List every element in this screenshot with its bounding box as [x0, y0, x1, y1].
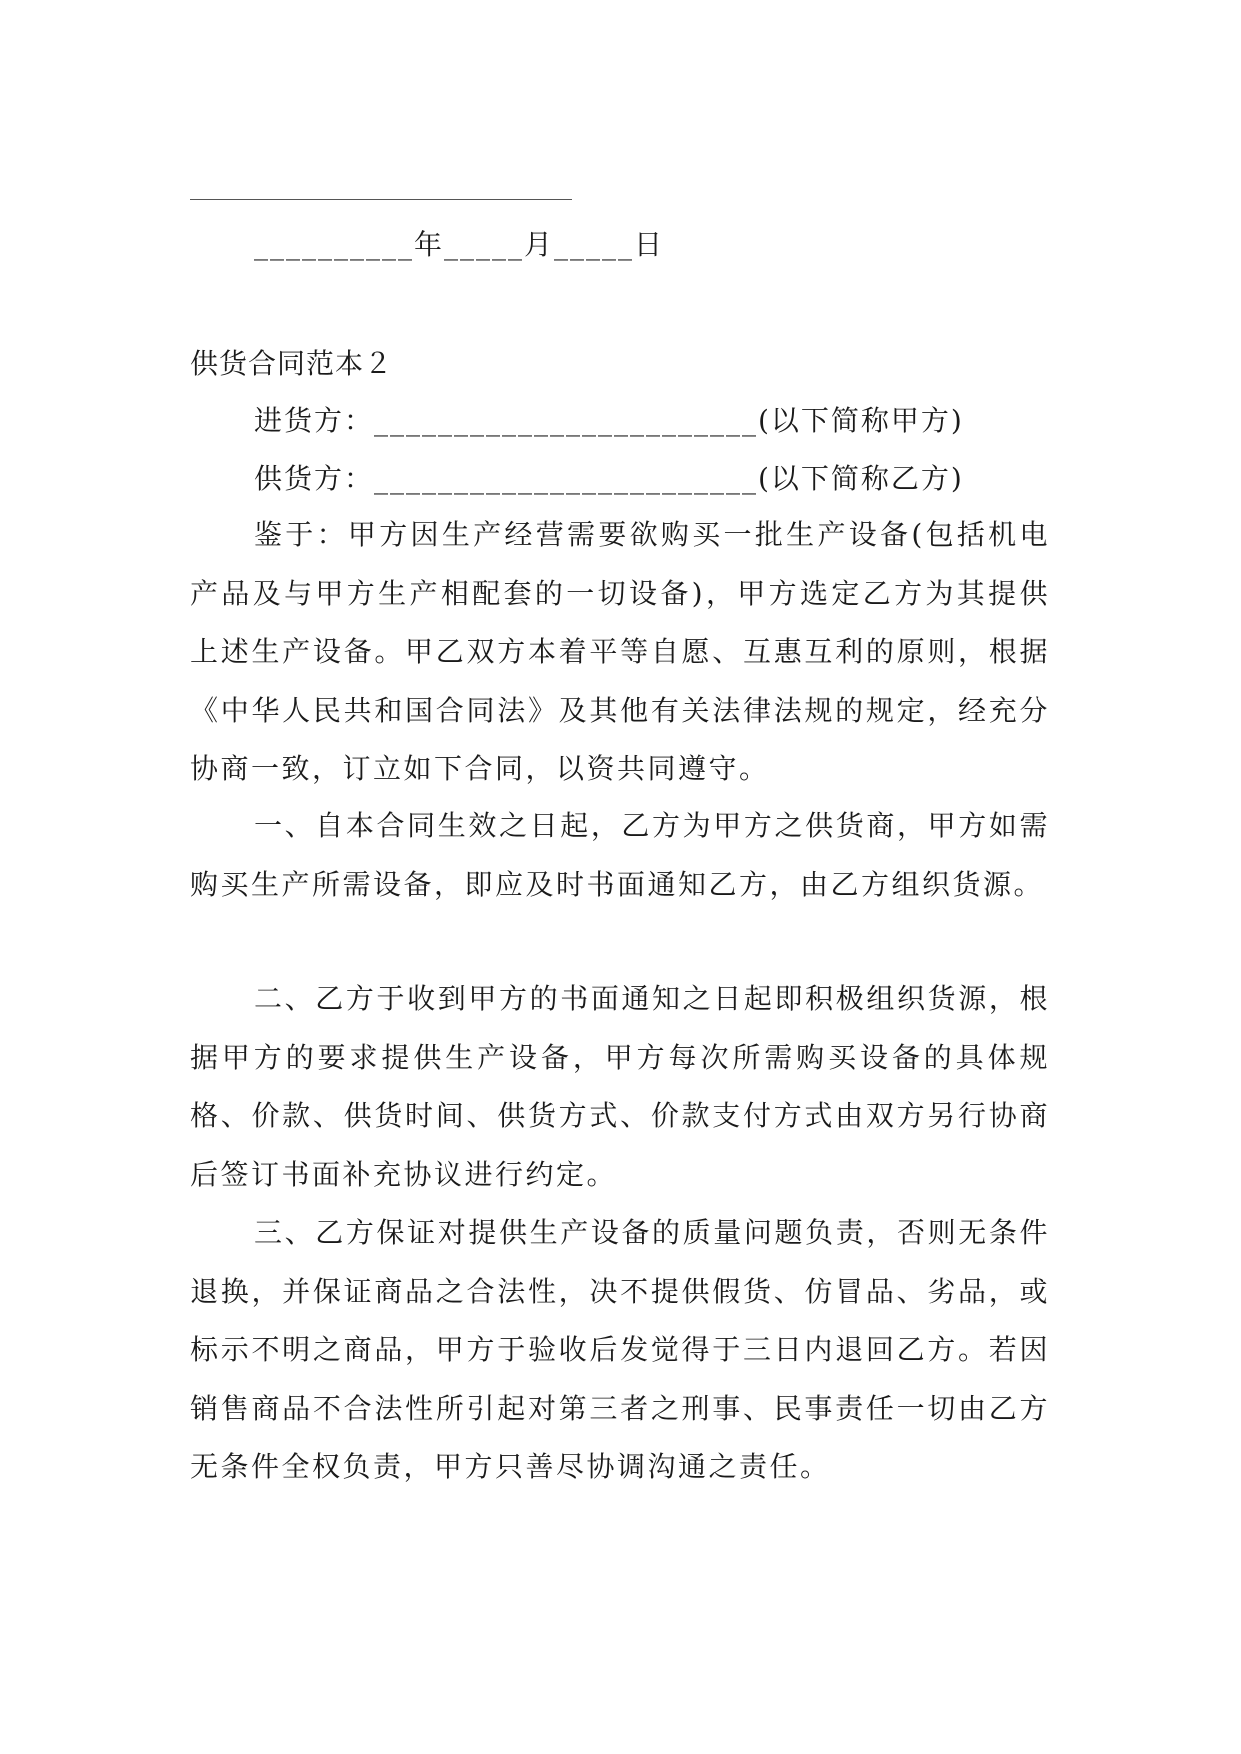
clause-1-paragraph: 一、自本合同生效之日起，乙方为甲方之供货商，甲方如需购买生产所需设备，即应及时书面通知乙方，由乙方组织货源。 [190, 809, 1050, 901]
buyer-line: 进货方：________________________(以下简称甲方) [254, 404, 964, 437]
clause-2-paragraph: 二、乙方于收到甲方的书面通知之日起即积极组织货源，根据甲方的要求提供生产设备，甲方每次所需购买设备的具体规格、价款、供货时间、供货方式、价款支付方式由双方另行协商后签订书面补充协议进行约定。 [190, 982, 1050, 1191]
contract-title: 供货合同范本２ [190, 347, 394, 380]
supplier-line: 供货方：________________________(以下简称乙方) [254, 462, 964, 495]
signature-line [190, 199, 572, 200]
date-line: __________年_____月_____日 [254, 228, 665, 261]
recital-paragraph: 鉴于：甲方因生产经营需要欲购买一批生产设备(包括机电产品及与甲方生产相配套的一切设备)，甲方选定乙方为其提供上述生产设备。甲乙双方本着平等自愿、互惠互利的原则，根据《中华人民共和国合同法》及其他有关法律法规的规定，经充分协商一致，订立如下合同，以资共同遵守。 [190, 518, 1050, 785]
clause-3-paragraph: 三、乙方保证对提供生产设备的质量问题负责，否则无条件退换，并保证商品之合法性，决不提供假货、仿冒品、劣品，或标示不明之商品，甲方于验收后发觉得于三日内退回乙方。若因销售商品不合法性所引起对第三者之刑事、民事责任一切由乙方无条件全权负责，甲方只善尽协调沟通之责任。 [190, 1216, 1050, 1483]
